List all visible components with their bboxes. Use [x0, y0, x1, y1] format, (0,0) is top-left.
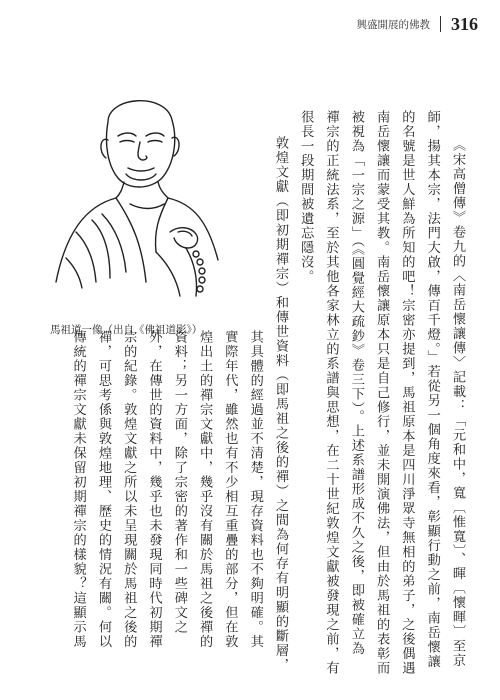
- text-line: 實際年代，雖然也有不少相互重疊的部分，但在敦: [222, 330, 238, 649]
- upper-paragraph: [293, 110, 470, 676]
- page-number: 316: [451, 13, 478, 34]
- text-line: 被視為「一宗之源」（《圓覺經大疏鈔》卷三下）。上述系譜形成不久之後，即被確立為: [348, 110, 364, 656]
- mazu-daoyi-portrait-illustration: [46, 82, 226, 302]
- text-line: 禪，可思考係與敦煌地理、歷史的情況有關。何以: [95, 330, 111, 649]
- text-line: 禪宗的正統法系，至於其他各家林立的系譜與思想，在二十世紀敦煌文獻被發現之前，有: [323, 110, 339, 676]
- page-header: [357, 14, 479, 34]
- text-line: 煌出土的禪宗文獻中，幾乎沒有關於馬祖之後禪的: [197, 330, 213, 649]
- figure-caption: 馬祖道一像（出自《佛祖道影》）: [50, 324, 203, 336]
- text-line: 《宋高僧傳》卷九的〈南岳懷讓傳〉記載：「元和中，寬〔惟寬〕、暉〔懷暉〕至京: [450, 137, 465, 668]
- text-line: 敦煌文獻（即初期禪宗）和傳世資料（即馬祖之後的禪）之間為何存有明顯的斷層，: [273, 135, 288, 673]
- header-divider: [440, 16, 441, 32]
- text-line: 資料；另一方面，除了宗密的著作和一些碑文之: [171, 330, 187, 635]
- text-line: 很長一段期間被遺忘隱沒。: [298, 110, 314, 284]
- running-title: 興盛開展的佛教: [356, 18, 430, 31]
- text-line: 宗的紀錄。敦煌文獻之所以未呈現關於馬祖之後的: [121, 330, 137, 649]
- text-line: 南岳懷讓而蒙受其教。南岳懷讓原本只是自己修行，並未開演佛法，但由於馬祖的表彰而: [374, 110, 390, 676]
- text-line: 的名號是世人鮮為所知的吧！宗密亦提到，馬祖原本是四川淨眾寺無相的弟子，之後偶遇: [399, 110, 415, 676]
- text-line: 師，揚其本宗，法門大啟，傳百千燈。」若從另一個角度來看，彰顯行動之前，南岳懷讓: [424, 110, 440, 669]
- text-line: 其具體的經過並不清楚，現存資料也不夠明確。其: [247, 330, 263, 649]
- text-line: 傳統的禪宗文獻未保留初期禪宗的樣貌？這顯示馬: [70, 330, 86, 649]
- text-line: 外，在傳世的資料中，幾乎也未發現同時代初期禪: [146, 330, 162, 649]
